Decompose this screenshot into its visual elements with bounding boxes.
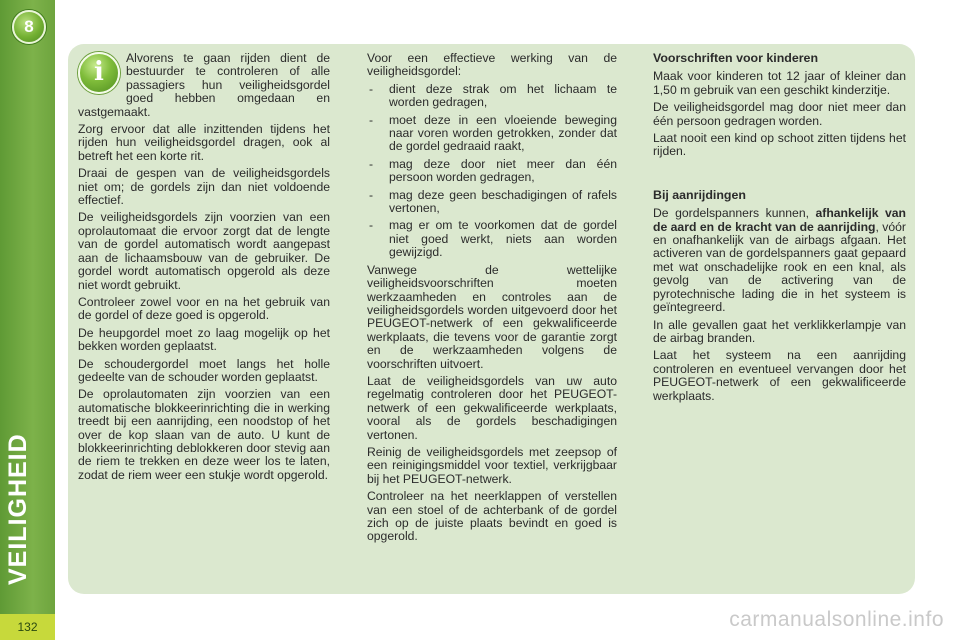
page-number: 132 — [0, 614, 55, 640]
list-item: - mag er om te voorkomen dat de gordel niet goed werkt, niets aan worden gewijzigd. — [367, 219, 617, 259]
paragraph: Controleer zowel voor en na het gebruik van de gordel of deze goed is opgerold. — [78, 294, 330, 323]
column-middle — [367, 52, 617, 548]
intro-paragraph: Voor een effectieve werking van de veiligheidsgordel: — [367, 51, 617, 79]
text-run: , vóór en onafhankelijk van de airbags afgaan. Het activeren van de gordelspanners gaat gepaard met wat onschadelijke rook en een knal, als gevolg van de activering van de pyrotechnische lading die in het systeem is geïntegreerd. — [653, 219, 906, 315]
section-spacer — [653, 163, 906, 189]
list-item: - mag deze geen beschadigingen of rafels vertonen, — [367, 189, 617, 216]
info-icon: i — [78, 52, 120, 94]
paragraph: In alle gevallen gaat het verklikkerlampje van de airbag branden. — [653, 317, 906, 345]
list-item: - mag deze door niet meer dan één persoon worden gedragen, — [367, 158, 617, 185]
chapter-number-badge: 8 — [12, 10, 46, 44]
emphasis-text: afhankelijk van de aard en de kracht van de aanrijding — [653, 206, 907, 234]
chapter-title: VEILIGHEID — [4, 433, 32, 585]
pretensioner-paragraph — [653, 207, 906, 314]
paragraph: Laat het systeem na een aanrijding controleren en eventueel vervangen door het PEUGEOT-netwerk of een gekwalificeerde werkplaats. — [653, 348, 906, 403]
column-right — [653, 52, 906, 407]
paragraph: Laat de veiligheidsgordels van uw auto regelmatig controleren door het PEUGEOT-netwerk of een gekwalificeerde werkplaats, vooral als de gordels beschadigingen vertonen. — [367, 373, 617, 442]
section-heading-children: Voorschriften voor kinderen — [653, 51, 819, 65]
paragraph: Vanwege de wettelijke veiligheidsvoorschriften moeten werkzaamheden en controles aan de veiligheidsgordels worden uitgevoerd door het PEUGEOT-netwerk of een gekwalificeerde werkplaats, die tevens voor de garantie zorgt en de werkzaamheden volgens de voorschriften uitvoert. — [367, 262, 617, 371]
list-item: - moet deze in een vloeiende beweging naar voren worden getrokken, zonder dat de gordel gedraaid raakt, — [367, 114, 617, 154]
paragraph: Laat nooit een kind op schoot zitten tijdens het rijden. — [653, 131, 906, 159]
paragraph: Controleer na het neerklappen of verstellen van een stoel of de achterbank of de gordel zich op de juiste plaats bevindt en goed is opgerold. — [367, 489, 617, 544]
requirements-list — [367, 83, 617, 260]
paragraph: Reinig de veiligheidsgordels met zeepsop of een reinigingsmiddel voor textiel, verkrijgbaar bij het PEUGEOT-netwerk. — [367, 444, 617, 486]
paragraph: Maak voor kinderen tot 12 jaar of kleiner dan 1,50 m gebruik van een geschikt kinderzitje. — [653, 69, 906, 97]
list-item: - dient deze strak om het lichaam te worden gedragen, — [367, 83, 617, 110]
paragraph: De schoudergordel moet langs het holle gedeelte van de schouder worden geplaatst. — [78, 356, 330, 384]
column-left — [78, 52, 330, 486]
paragraph: De heupgordel moet zo laag mogelijk op het bekken worden geplaatst. — [78, 325, 330, 354]
chapter-sidebar — [0, 0, 55, 640]
lead-paragraph — [78, 52, 330, 119]
paragraph: De veiligheidsgordels zijn voorzien van een oprolautomaat die ervoor zorgt dat de lengte van de gordel automatisch wordt aangepast aan de lichaamsbouw van de gebruiker. De gordel wordt automatisch opgerold als deze niet wordt gebruikt. — [78, 210, 330, 292]
paragraph: De veiligheidsgordel mag door niet meer dan één persoon gedragen worden. — [653, 100, 906, 128]
paragraph: De oprolautomaten zijn voorzien van een automatische blokkeerinrichting die in werking treedt bij een aanrijding, een noodstop of het over de kop slaan van de auto. U kunt de blokkeerinrichting deblokkeren door stevig aan de riem te trekken en deze weer los te laten, zodat de riem weer een stukje wordt opgerold. — [78, 387, 330, 482]
watermark: carmanualsonline.info — [729, 608, 944, 631]
section-heading-collision: Bij aanrijdingen — [653, 187, 746, 202]
paragraph: Draai de gespen van de veiligheidsgordels niet om; de gordels zijn dan niet voldoende effectief. — [78, 166, 330, 208]
text-run: De gordelspanners kunnen, — [653, 206, 816, 221]
lead-text: Alvorens te gaan rijden dient de bestuurder te controleren of alle passagiers hun veiligheidsgordel goed hebben omgedaan en vastgemaakt. — [78, 51, 330, 119]
paragraph: Zorg ervoor dat alle inzittenden tijdens het rijden hun veiligheidsgordel dragen, ook al betreft het een korte rit. — [78, 122, 330, 163]
